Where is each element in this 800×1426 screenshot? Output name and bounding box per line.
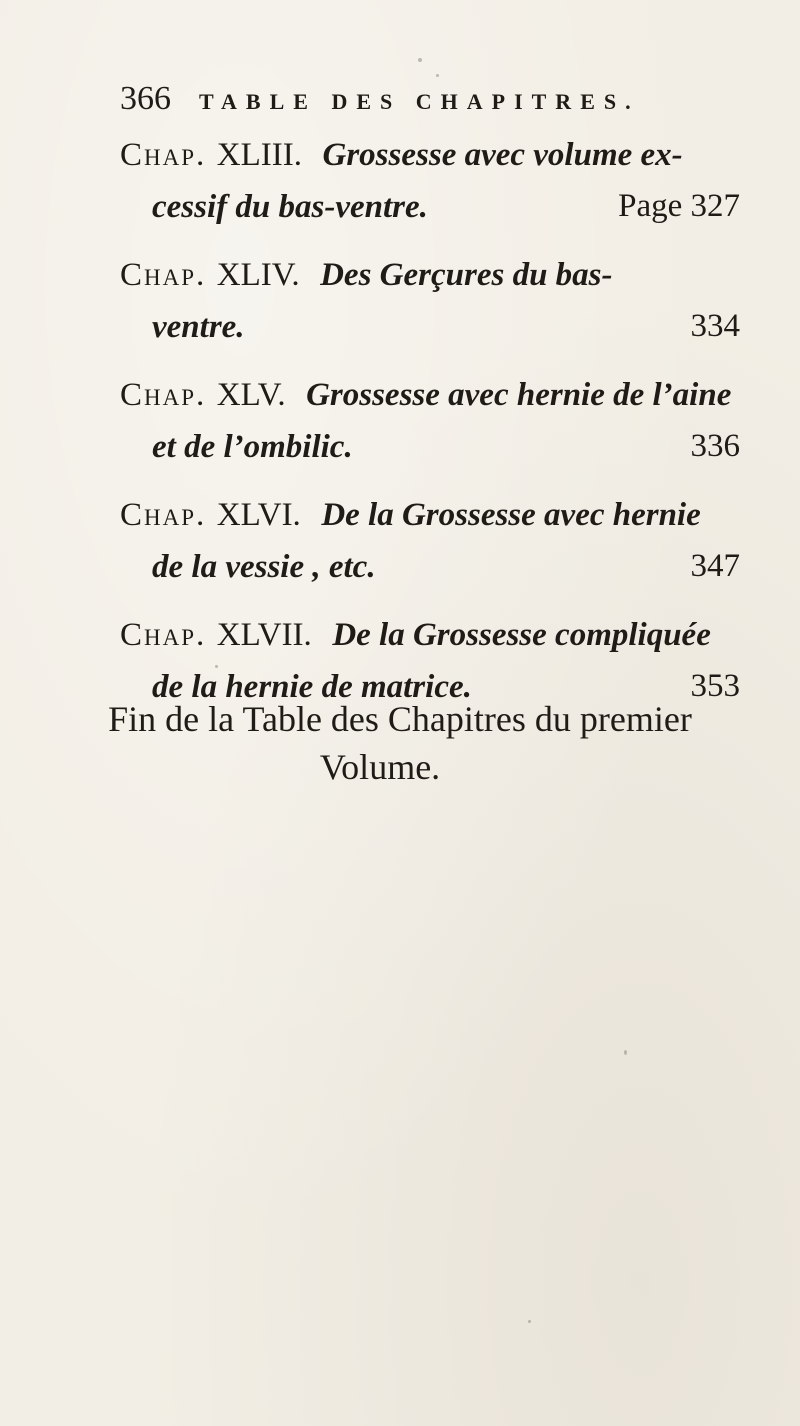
page-header xyxy=(120,80,660,120)
chapter-title-continued: ventre. xyxy=(152,309,245,345)
chapter-number: XLIV. xyxy=(216,257,300,293)
chapter-number: XLV. xyxy=(216,377,286,413)
toc-entry xyxy=(120,248,760,352)
closing-note xyxy=(0,695,800,791)
chapter-title: Des Gerçures du bas- xyxy=(320,257,613,293)
paper-speck xyxy=(624,1050,627,1055)
page-number: 366 xyxy=(120,80,171,117)
page-reference: 347 xyxy=(690,548,740,584)
running-title: TABLE DES CHAPITRES. xyxy=(199,89,640,114)
chapter-label: Chap. xyxy=(120,497,207,533)
chapter-title: Grossesse avec hernie de l’aine xyxy=(306,377,732,413)
paper-speck xyxy=(215,665,218,668)
chapter-label: Chap. xyxy=(120,377,207,413)
table-of-contents xyxy=(120,128,760,728)
paper-speck xyxy=(528,1320,531,1323)
closing-note-line: Fin de la Table des Chapitres du premier xyxy=(108,699,692,739)
chapter-number: XLIII. xyxy=(216,137,302,173)
chapter-label: Chap. xyxy=(120,137,207,173)
chapter-number: XLVII. xyxy=(216,617,312,653)
chapter-title-continued: de la hernie de matrice. xyxy=(152,669,472,705)
chapter-label: Chap. xyxy=(120,617,207,653)
chapter-title: Grossesse avec volume ex- xyxy=(322,137,683,173)
page-reference: 334 xyxy=(690,308,740,344)
paper-speck xyxy=(418,58,422,62)
page-reference: Page 327 xyxy=(618,188,740,224)
chapter-title-continued: de la vessie , etc. xyxy=(152,549,376,585)
chapter-title: De la Grossesse avec hernie xyxy=(321,497,701,533)
chapter-title-continued: cessif du bas-ventre. xyxy=(152,189,428,225)
page-reference: 353 xyxy=(690,668,740,704)
toc-entry xyxy=(120,368,760,472)
toc-entry xyxy=(120,128,760,232)
toc-entry xyxy=(120,488,760,592)
chapter-title-continued: et de l’ombilic. xyxy=(152,429,353,465)
chapter-number: XLVI. xyxy=(216,497,301,533)
chapter-label: Chap. xyxy=(120,257,207,293)
page-reference: 336 xyxy=(690,428,740,464)
chapter-title: De la Grossesse compliquée xyxy=(332,617,711,653)
paper-speck xyxy=(436,74,439,77)
closing-note-line: Volume. xyxy=(319,747,441,787)
